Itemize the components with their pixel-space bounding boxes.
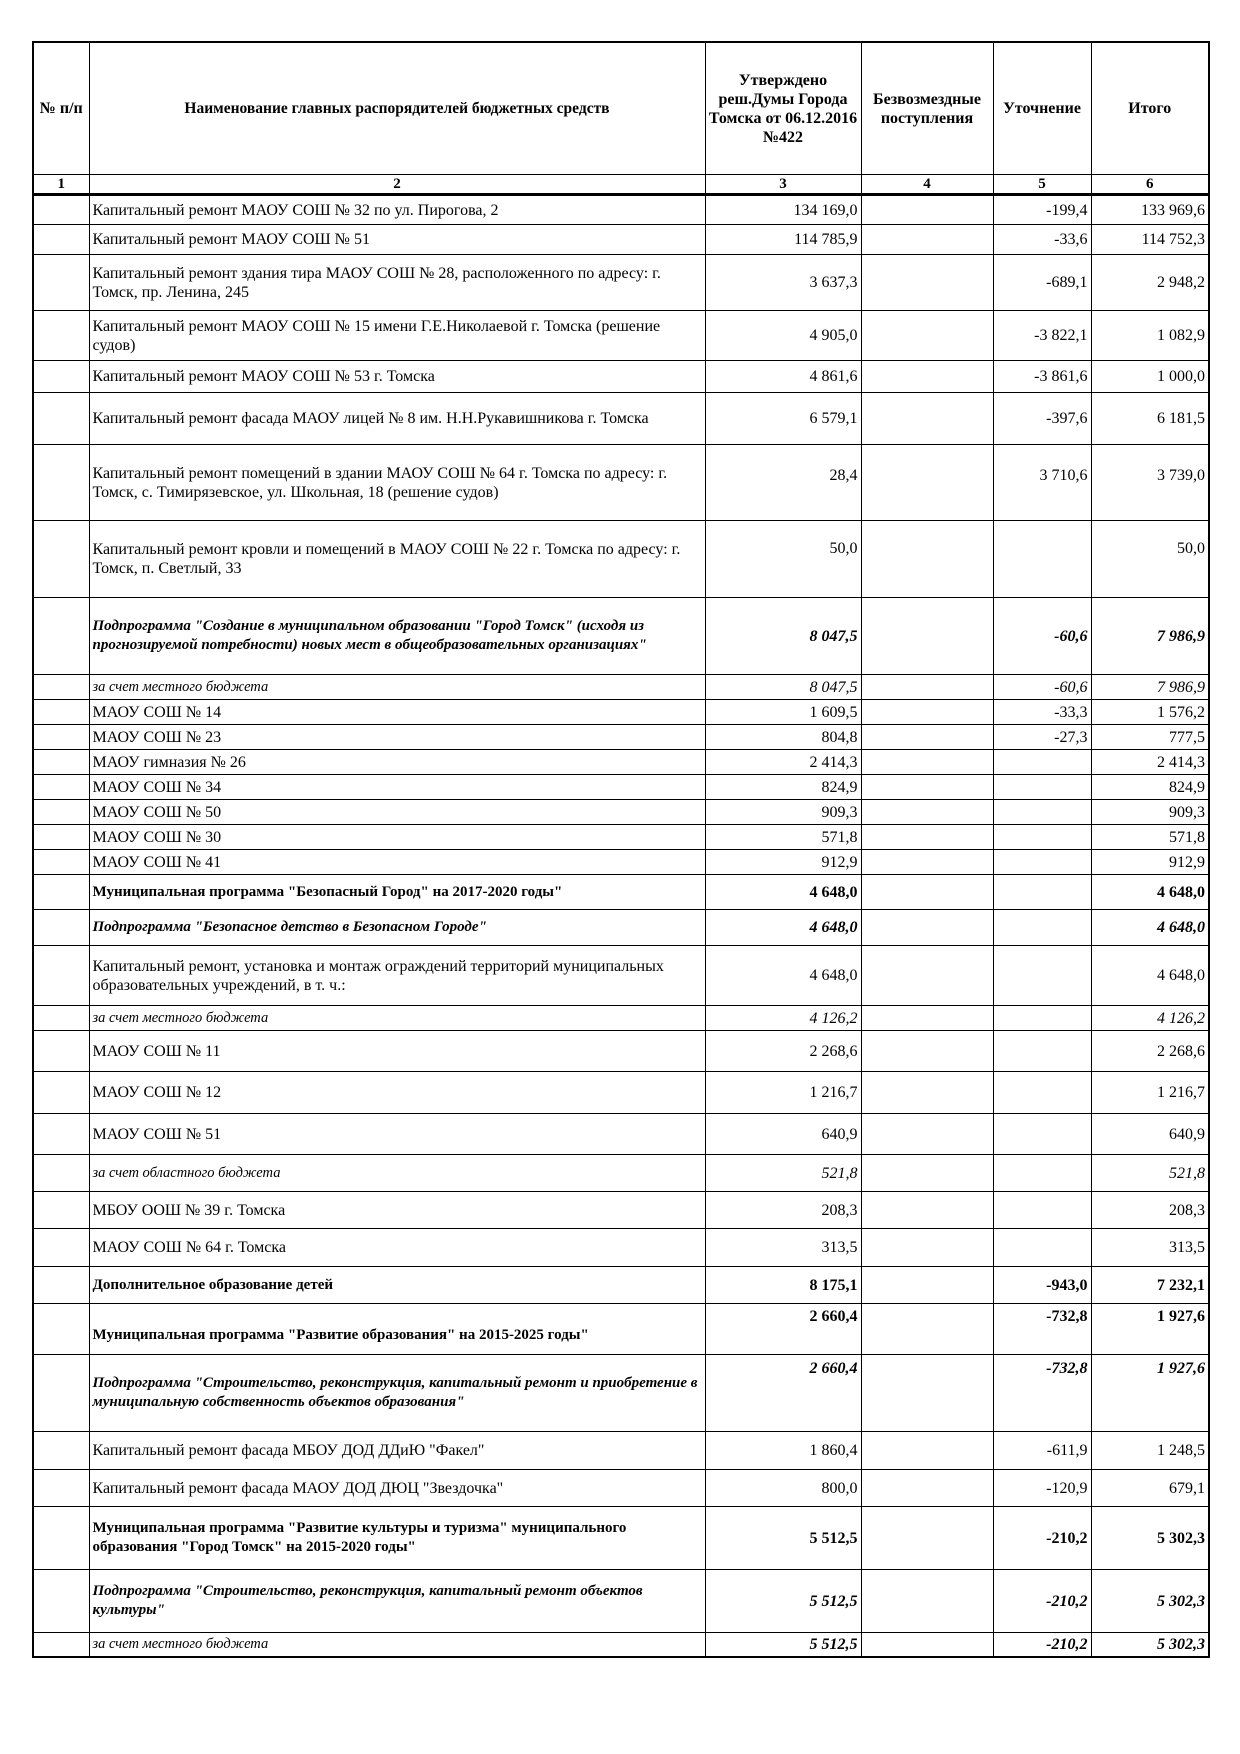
row-clarification: -611,9 [993,1432,1091,1470]
row-name: Капитальный ремонт МАОУ СОШ № 51 [89,225,705,255]
row-name: Капитальный ремонт МАОУ СОШ № 32 по ул. Пирогова, 2 [89,195,705,225]
row-gratuitous [861,700,993,725]
row-number [33,825,89,850]
row-name: Муниципальная программа "Безопасный Город" на 2017-2020 годы" [89,875,705,910]
row-number [33,393,89,445]
row-approved: 1 609,5 [705,700,861,725]
table-row [33,1355,1209,1432]
table-row [33,725,1209,750]
row-number [33,311,89,361]
row-approved: 4 648,0 [705,910,861,946]
row-gratuitous [861,750,993,775]
row-approved: 571,8 [705,825,861,850]
row-total: 2 414,3 [1091,750,1209,775]
row-name: МАОУ СОШ № 23 [89,725,705,750]
row-total: 4 648,0 [1091,875,1209,910]
row-name: за счет местного бюджета [89,1006,705,1031]
row-number [33,1470,89,1507]
row-approved: 5 512,5 [705,1507,861,1570]
table-row [33,946,1209,1006]
row-approved: 909,3 [705,800,861,825]
row-total: 7 986,9 [1091,675,1209,700]
row-number [33,1633,89,1657]
row-total: 1 248,5 [1091,1432,1209,1470]
row-total: 1 927,6 [1091,1355,1209,1432]
row-name: МАОУ гимназия № 26 [89,750,705,775]
table-row [33,1507,1209,1570]
row-approved: 824,9 [705,775,861,800]
row-number [33,725,89,750]
row-gratuitous [861,675,993,700]
row-gratuitous [861,445,993,521]
row-approved: 8 047,5 [705,598,861,675]
header-col-total: Итого [1091,42,1209,175]
row-total: 824,9 [1091,775,1209,800]
row-number [33,1267,89,1304]
row-number [33,1072,89,1114]
row-number [33,775,89,800]
row-name: МАОУ СОШ № 12 [89,1072,705,1114]
row-approved: 2 268,6 [705,1031,861,1072]
row-approved: 2 660,4 [705,1304,861,1355]
header-col-clarification: Уточнение [993,42,1091,175]
row-approved: 912,9 [705,850,861,875]
row-gratuitous [861,255,993,311]
row-approved: 1 216,7 [705,1072,861,1114]
row-number [33,225,89,255]
row-clarification: -689,1 [993,255,1091,311]
row-approved: 6 579,1 [705,393,861,445]
row-clarification [993,825,1091,850]
table-row [33,910,1209,946]
header-col-no: № п/п [33,42,89,175]
row-gratuitous [861,1470,993,1507]
row-total: 912,9 [1091,850,1209,875]
row-clarification: -943,0 [993,1267,1091,1304]
table-row [33,195,1209,225]
row-total: 50,0 [1091,521,1209,598]
row-name: за счет местного бюджета [89,675,705,700]
row-gratuitous [861,1570,993,1633]
table-row [33,1304,1209,1355]
row-number [33,1432,89,1470]
row-gratuitous [861,1031,993,1072]
row-number [33,850,89,875]
table-row [33,311,1209,361]
row-name: Подпрограмма "Строительство, реконструкция, капитальный ремонт и приобретение в муниципальную собственность объектов образования" [89,1355,705,1432]
row-name: Муниципальная программа "Развитие образования" на 2015-2025 годы" [89,1304,705,1355]
row-name: МАОУ СОШ № 50 [89,800,705,825]
row-approved: 208,3 [705,1192,861,1229]
budget-table [32,41,1210,1658]
row-gratuitous [861,1072,993,1114]
row-total: 208,3 [1091,1192,1209,1229]
row-approved: 4 648,0 [705,875,861,910]
column-number: 5 [993,175,1091,195]
table-row [33,700,1209,725]
row-name: МАОУ СОШ № 11 [89,1031,705,1072]
row-gratuitous [861,800,993,825]
row-number [33,1006,89,1031]
row-clarification: -210,2 [993,1570,1091,1633]
row-clarification: -60,6 [993,675,1091,700]
row-clarification [993,1155,1091,1192]
row-number [33,1304,89,1355]
row-clarification: -33,6 [993,225,1091,255]
row-clarification: -3 861,6 [993,361,1091,393]
row-number [33,800,89,825]
row-clarification [993,1072,1091,1114]
row-approved: 521,8 [705,1155,861,1192]
row-clarification: -33,3 [993,700,1091,725]
header-col-approved: Утверждено реш.Думы Города Томска от 06.12.2016 №422 [705,42,861,175]
row-total: 133 969,6 [1091,195,1209,225]
row-total: 4 648,0 [1091,946,1209,1006]
row-gratuitous [861,1229,993,1267]
row-name: Капитальный ремонт фасада МАОУ ДОД ДЮЦ "Звездочка" [89,1470,705,1507]
row-clarification [993,875,1091,910]
table-row [33,875,1209,910]
table-row [33,225,1209,255]
row-clarification: -120,9 [993,1470,1091,1507]
row-name: МАОУ СОШ № 30 [89,825,705,850]
row-clarification [993,850,1091,875]
row-approved: 4 905,0 [705,311,861,361]
row-approved: 114 785,9 [705,225,861,255]
row-total: 5 302,3 [1091,1570,1209,1633]
row-clarification [993,1114,1091,1155]
row-gratuitous [861,775,993,800]
row-total: 7 986,9 [1091,598,1209,675]
row-gratuitous [861,393,993,445]
row-name: Капитальный ремонт помещений в здании МАОУ СОШ № 64 г. Томска по адресу: г. Томск, с. Тимирязевское, ул. Школьная, 18 (решение судов) [89,445,705,521]
row-gratuitous [861,195,993,225]
row-name: Капитальный ремонт МАОУ СОШ № 53 г. Томска [89,361,705,393]
row-total: 313,5 [1091,1229,1209,1267]
row-number [33,1570,89,1633]
row-clarification [993,1031,1091,1072]
column-number: 2 [89,175,705,195]
row-approved: 4 126,2 [705,1006,861,1031]
row-total: 1 927,6 [1091,1304,1209,1355]
row-approved: 5 512,5 [705,1633,861,1657]
table-row [33,598,1209,675]
row-approved: 4 648,0 [705,946,861,1006]
row-name: Подпрограмма "Создание в муниципальном образовании "Город Томск" (исходя из прогнозируемой потребности) новых мест в общеобразовательных организациях" [89,598,705,675]
row-total: 1 082,9 [1091,311,1209,361]
row-total: 2 948,2 [1091,255,1209,311]
row-total: 521,8 [1091,1155,1209,1192]
row-number [33,195,89,225]
column-number: 1 [33,175,89,195]
row-number [33,675,89,700]
row-total: 1 216,7 [1091,1072,1209,1114]
header-row [33,42,1209,175]
row-approved: 800,0 [705,1470,861,1507]
row-name: Дополнительное образование детей [89,1267,705,1304]
table-row [33,1470,1209,1507]
row-gratuitous [861,1507,993,1570]
row-gratuitous [861,1192,993,1229]
row-gratuitous [861,1006,993,1031]
row-total: 909,3 [1091,800,1209,825]
row-approved: 2 660,4 [705,1355,861,1432]
table-row [33,1031,1209,1072]
row-clarification: -732,8 [993,1355,1091,1432]
row-number [33,875,89,910]
row-name: МАОУ СОШ № 64 г. Томска [89,1229,705,1267]
row-name: МБОУ ООШ № 39 г. Томска [89,1192,705,1229]
row-clarification: -397,6 [993,393,1091,445]
table-row [33,393,1209,445]
table-row [33,1006,1209,1031]
row-total: 571,8 [1091,825,1209,850]
table-row [33,1072,1209,1114]
row-clarification: -199,4 [993,195,1091,225]
row-gratuitous [861,361,993,393]
row-number [33,1031,89,1072]
row-number [33,1355,89,1432]
row-gratuitous [861,910,993,946]
row-clarification [993,1229,1091,1267]
row-total: 640,9 [1091,1114,1209,1155]
table-row [33,1155,1209,1192]
row-number [33,445,89,521]
row-clarification: -27,3 [993,725,1091,750]
row-approved: 4 861,6 [705,361,861,393]
row-total: 2 268,6 [1091,1031,1209,1072]
row-clarification: -732,8 [993,1304,1091,1355]
row-total: 3 739,0 [1091,445,1209,521]
row-total: 5 302,3 [1091,1633,1209,1657]
row-approved: 804,8 [705,725,861,750]
row-approved: 5 512,5 [705,1570,861,1633]
row-total: 1 000,0 [1091,361,1209,393]
row-gratuitous [861,1267,993,1304]
row-total: 6 181,5 [1091,393,1209,445]
row-name: Капитальный ремонт, установка и монтаж ограждений территорий муниципальных образовательных учреждений, в т. ч.: [89,946,705,1006]
row-total: 5 302,3 [1091,1507,1209,1570]
row-name: МАОУ СОШ № 14 [89,700,705,725]
row-approved: 134 169,0 [705,195,861,225]
row-gratuitous [861,1355,993,1432]
row-gratuitous [861,875,993,910]
table-row [33,361,1209,393]
row-number [33,521,89,598]
row-clarification [993,775,1091,800]
table-row [33,800,1209,825]
row-number [33,1114,89,1155]
row-name: Капитальный ремонт здания тира МАОУ СОШ № 28, расположенного по адресу: г. Томск, пр. Ленина, 245 [89,255,705,311]
table-row [33,521,1209,598]
row-clarification [993,946,1091,1006]
table-row [33,445,1209,521]
row-number [33,361,89,393]
table-row [33,1432,1209,1470]
row-clarification [993,1006,1091,1031]
row-name: за счет областного бюджета [89,1155,705,1192]
table-row [33,1633,1209,1657]
table-row [33,750,1209,775]
column-number: 3 [705,175,861,195]
row-gratuitous [861,311,993,361]
row-name: МАОУ СОШ № 41 [89,850,705,875]
row-clarification [993,1192,1091,1229]
row-total: 4 126,2 [1091,1006,1209,1031]
row-name: Капитальный ремонт МАОУ СОШ № 15 имени Г.Е.Николаевой г. Томска (решение судов) [89,311,705,361]
table-row [33,675,1209,700]
table-row [33,255,1209,311]
row-total: 114 752,3 [1091,225,1209,255]
header-col-name: Наименование главных распорядителей бюджетных средств [89,42,705,175]
row-number [33,1507,89,1570]
row-total: 4 648,0 [1091,910,1209,946]
row-approved: 28,4 [705,445,861,521]
table-row [33,1114,1209,1155]
row-total: 1 576,2 [1091,700,1209,725]
row-total: 777,5 [1091,725,1209,750]
row-total: 679,1 [1091,1470,1209,1507]
row-name: Подпрограмма "Строительство, реконструкция, капитальный ремонт объектов культуры" [89,1570,705,1633]
row-gratuitous [861,598,993,675]
row-gratuitous [861,521,993,598]
row-number [33,1229,89,1267]
row-number [33,1155,89,1192]
column-number-row [33,175,1209,195]
column-number: 4 [861,175,993,195]
table-row [33,1229,1209,1267]
row-approved: 1 860,4 [705,1432,861,1470]
row-number [33,700,89,725]
row-name: Подпрограмма "Безопасное детство в Безопасном Городе" [89,910,705,946]
row-clarification: -60,6 [993,598,1091,675]
row-gratuitous [861,825,993,850]
table-row [33,825,1209,850]
row-gratuitous [861,1304,993,1355]
row-clarification [993,750,1091,775]
row-name: Капитальный ремонт фасада МБОУ ДОД ДДиЮ "Факел" [89,1432,705,1470]
row-name: за счет местного бюджета [89,1633,705,1657]
row-name: МАОУ СОШ № 51 [89,1114,705,1155]
row-gratuitous [861,1633,993,1657]
table-row [33,1267,1209,1304]
row-approved: 2 414,3 [705,750,861,775]
row-gratuitous [861,946,993,1006]
row-approved: 8 175,1 [705,1267,861,1304]
row-number [33,598,89,675]
row-number [33,1192,89,1229]
row-clarification [993,800,1091,825]
table-row [33,1570,1209,1633]
column-number: 6 [1091,175,1209,195]
row-name: Капитальный ремонт кровли и помещений в МАОУ СОШ № 22 г. Томска по адресу: г. Томск, п. Светлый, 33 [89,521,705,598]
table-row [33,1192,1209,1229]
table-row [33,850,1209,875]
row-gratuitous [861,1432,993,1470]
row-approved: 640,9 [705,1114,861,1155]
row-gratuitous [861,1114,993,1155]
row-clarification [993,910,1091,946]
row-clarification: 3 710,6 [993,445,1091,521]
row-clarification: -210,2 [993,1507,1091,1570]
row-gratuitous [861,725,993,750]
row-approved: 3 637,3 [705,255,861,311]
row-number [33,946,89,1006]
row-gratuitous [861,225,993,255]
row-gratuitous [861,850,993,875]
row-number [33,750,89,775]
row-clarification: -3 822,1 [993,311,1091,361]
row-name: МАОУ СОШ № 34 [89,775,705,800]
row-approved: 8 047,5 [705,675,861,700]
row-gratuitous [861,1155,993,1192]
table-row [33,775,1209,800]
row-approved: 50,0 [705,521,861,598]
row-number [33,255,89,311]
row-clarification [993,521,1091,598]
row-clarification: -210,2 [993,1633,1091,1657]
row-name: Муниципальная программа "Развитие культуры и туризма" муниципального образования "Город Томск" на 2015-2020 годы" [89,1507,705,1570]
row-name: Капитальный ремонт фасада МАОУ лицей № 8 им. Н.Н.Рукавишникова г. Томска [89,393,705,445]
header-col-gratuitous: Безвозмездные поступления [861,42,993,175]
row-total: 7 232,1 [1091,1267,1209,1304]
row-number [33,910,89,946]
row-approved: 313,5 [705,1229,861,1267]
